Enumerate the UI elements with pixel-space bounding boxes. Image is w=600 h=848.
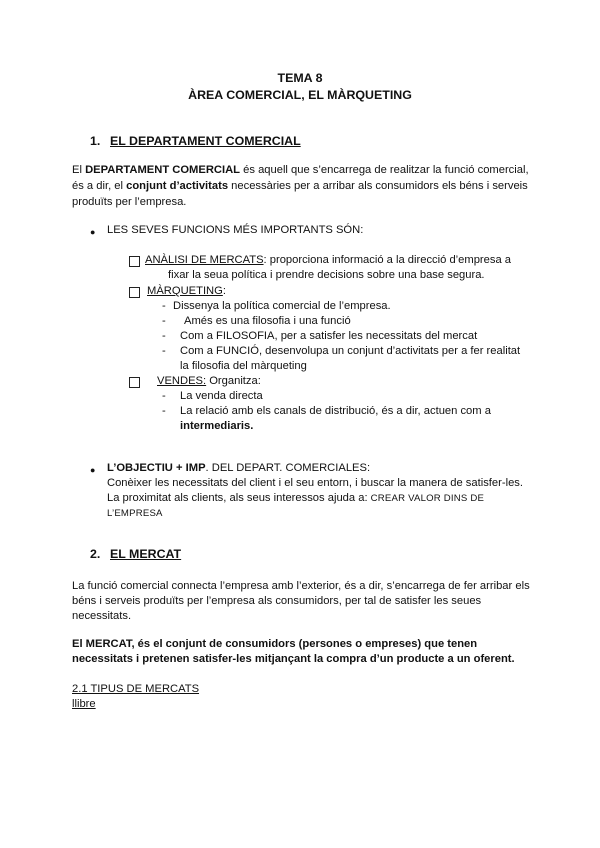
section1-heading: EL DEPARTAMENT COMERCIAL — [110, 134, 301, 148]
intro-text: necessàries per a arribar als consumidors els béns i serveis — [228, 180, 528, 192]
bullet-dot: ● — [90, 465, 96, 475]
functions-heading: LES SEVES FUNCIONS MÉS IMPORTANTS SÓN: — [107, 224, 364, 236]
section1-number: 1. — [90, 134, 101, 148]
vendes-heading — [157, 374, 261, 390]
intro-text: és aquell que s’encarrega de realitzar la funció comercial, — [240, 164, 529, 176]
marqueting-item-cont: la filosofia del màrqueting — [180, 360, 307, 372]
analisi-text: : proporciona informació a la direcció d’empresa a — [263, 254, 512, 266]
checkbox-icon — [129, 377, 140, 388]
doc-title: TEMA 8 — [277, 71, 323, 85]
marqueting-item: Com a FUNCIÓ, desenvolupa un conjunt d’activitats per a fer realitat — [180, 345, 521, 357]
dash-icon: - — [162, 390, 166, 402]
intro-line-3: produïts per l’empresa. — [72, 196, 187, 208]
bullet-dot: ● — [90, 227, 96, 237]
llibre-link[interactable]: llibre — [72, 698, 96, 710]
objectiu-line-1: Conèixer les necessitats del client i el seu entorn, i buscar la manera de satisfer-les. — [107, 477, 524, 489]
objectiu-caps-cont: L’EMPRESA — [107, 508, 163, 519]
intro-bold: DEPARTAMENT COMERCIAL — [85, 164, 241, 176]
objectiu-label: L’OBJECTIU + — [107, 462, 186, 474]
mercat-para-line: La funció comercial connecta l’empresa amb l’exterior, és a dir, s’encarrega de fer arribar els — [72, 580, 530, 592]
mercat-definition: El MERCAT, és el conjunt de consumidors (persones o empreses) que tenen — [72, 638, 478, 650]
mercat-para-line: béns i serveis produïts per l’empresa als consumidors, per tal de satisfer les seues — [72, 595, 482, 607]
vendes-label: VENDES: — [157, 375, 207, 387]
tipus-mercats-heading: 2.1 TIPUS DE MERCATS — [72, 683, 200, 695]
objectiu-label-rest: . DEL DEPART. COMERCIALES: — [205, 462, 371, 474]
objectiu-label: IMP — [185, 462, 206, 474]
marqueting-item: Dissenya la política comercial de l’empresa. — [173, 300, 391, 312]
mercat-definition: necessitats i pretenen satisfer-les mitjançant la compra d’un producte a un oferent. — [72, 653, 515, 665]
dash-icon: - — [162, 330, 166, 342]
dash-icon: - — [162, 315, 166, 327]
section2-number: 2. — [90, 547, 101, 561]
marqueting-heading — [147, 284, 226, 300]
dash-icon: - — [162, 300, 166, 312]
dash-icon: - — [162, 405, 166, 417]
analisi-line-1 — [145, 253, 511, 269]
section2-heading: EL MERCAT — [110, 547, 182, 561]
intro-bold: conjunt d’activitats — [126, 180, 229, 192]
intro-line-2 — [72, 179, 528, 195]
marqueting-item: Com a FILOSOFIA, per a satisfer les necessitats del mercat — [180, 330, 478, 342]
marqueting-label: MÀRQUETING — [147, 285, 223, 297]
objectiu-line-2 — [107, 491, 484, 507]
objectiu-text: La proximitat als clients, als seus interessos ajuda a: — [107, 492, 371, 504]
objectiu-caps: CREAR VALOR DINS DE — [370, 493, 485, 504]
objectiu-heading — [107, 461, 370, 477]
doc-subtitle: ÀREA COMERCIAL, EL MÀRQUETING — [188, 88, 412, 102]
vendes-item: La venda directa — [180, 390, 263, 402]
marqueting-colon: : — [222, 285, 226, 297]
vendes-item-cont: intermediaris. — [180, 420, 254, 432]
mercat-para-line: necessitats. — [72, 610, 132, 622]
vendes-item: La relació amb els canals de distribució, és a dir, actuen com a — [180, 405, 491, 417]
checkbox-icon — [129, 256, 140, 267]
analisi-label: ANÀLISI DE MERCATS — [145, 254, 264, 266]
intro-text: El — [72, 164, 86, 176]
marqueting-item: Amés es una filosofia i una funció — [184, 315, 351, 327]
checkbox-icon — [129, 287, 140, 298]
dash-icon: - — [162, 345, 166, 357]
intro-line-1 — [72, 163, 529, 179]
intro-text: és a dir, el — [72, 180, 127, 192]
analisi-line-2: fixar la seua política i prendre decisions sobre una base segura. — [168, 269, 485, 281]
vendes-text: Organitza: — [206, 375, 261, 387]
